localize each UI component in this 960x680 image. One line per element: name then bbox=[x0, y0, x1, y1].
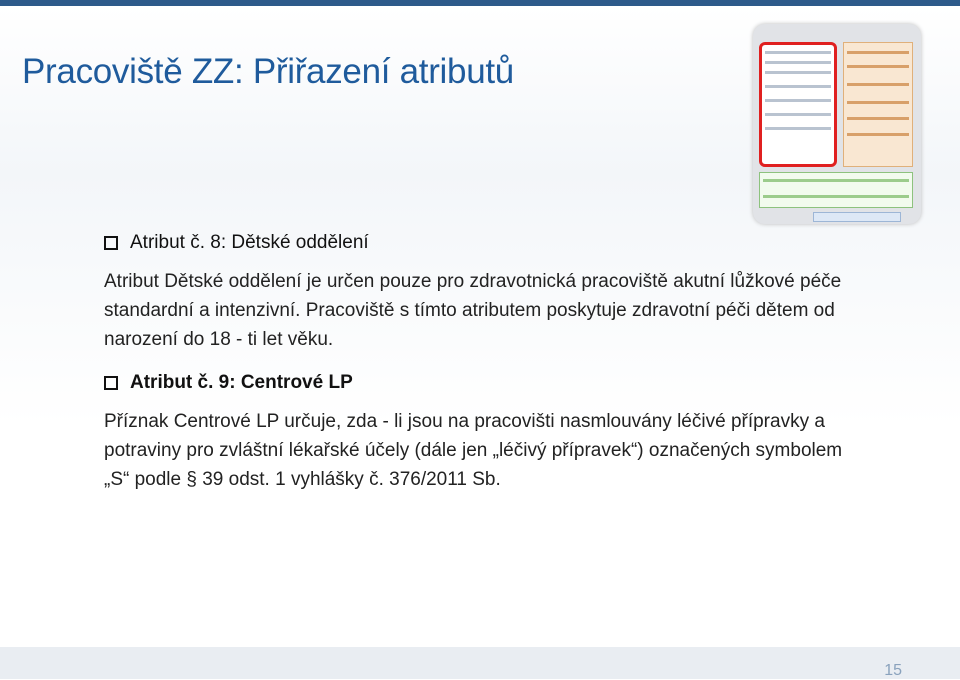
footer-bar bbox=[0, 647, 960, 679]
attribute-9-description: Příznak Centrové LP určuje, zda - li jsou na pracovišti nasmlouvány léčivé přípravky a potraviny pro zvláštní lékařské účely (dále jen „léčivý přípravek“) označených symbolem „S“ podle § 39 odst. 1 vyhlášky č. 376/2011 Sb. bbox=[104, 411, 843, 490]
attribute-8-description: Atribut Dětské oddělení je určen pouze pro zdravotnická pracoviště akutní lůžkové péče standardní a intenzivní. Pracoviště s tímto atributem poskytuje zdravotní péči dětem od narození do 18 - ti let věku. bbox=[104, 271, 842, 350]
attribute-8-block bbox=[104, 228, 864, 354]
checkbox-bullet-icon bbox=[104, 376, 118, 390]
highlighted-section bbox=[759, 42, 837, 167]
evidence-section bbox=[843, 42, 913, 167]
slide-title: Pracoviště ZZ: Přiřazení atributů bbox=[22, 52, 514, 91]
attribute-9-heading: Atribut č. 9: Centrové LP bbox=[104, 368, 864, 397]
checkbox-bullet-icon bbox=[104, 236, 118, 250]
page-number: 15 bbox=[884, 662, 902, 679]
subject-section bbox=[813, 212, 901, 222]
diagram-thumbnail bbox=[753, 24, 921, 224]
attribute-8-heading: Atribut č. 8: Dětské oddělení bbox=[104, 228, 864, 257]
services-section bbox=[759, 172, 913, 208]
attribute-9-block bbox=[104, 368, 864, 494]
